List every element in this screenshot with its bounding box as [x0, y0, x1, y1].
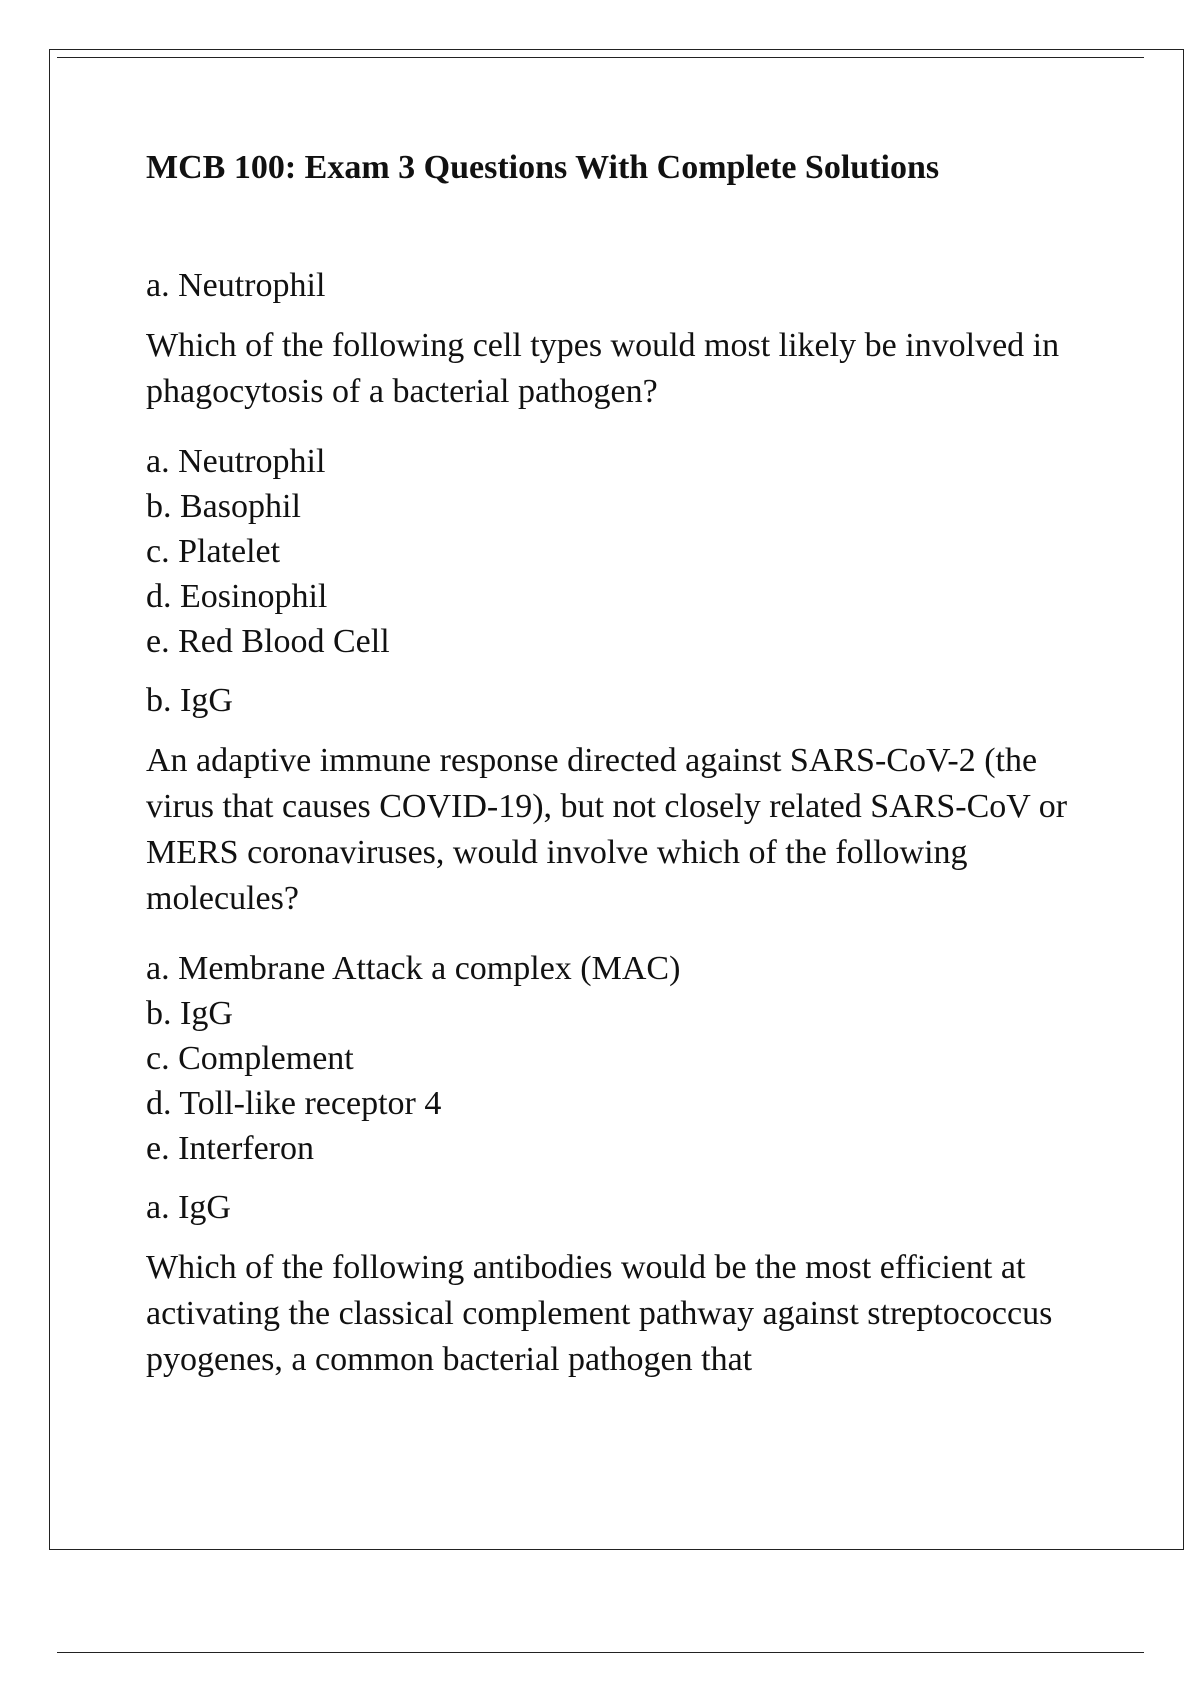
question-text: An adaptive immune response directed against SARS-CoV-2 (the virus that causes COVID-19), but not closely related SARS-CoV or MERS coronaviruses, would involve which of the following molecules? [146, 742, 1068, 917]
document-body [146, 145, 1106, 1407]
option-item: a. Neutrophil [146, 443, 326, 480]
option-item: c. Platelet [146, 533, 281, 570]
option-item: d. Eosinophil [146, 578, 328, 615]
answer-text: a. IgG [146, 1189, 231, 1226]
question-block-1 [146, 263, 1106, 664]
answer-text: b. IgG [146, 682, 233, 719]
header-rule [57, 57, 1144, 58]
option-item: c. Complement [146, 1040, 354, 1077]
footer-rule [57, 1652, 1144, 1653]
option-item: e. Interferon [146, 1130, 315, 1167]
answer-text: a. Neutrophil [146, 267, 326, 304]
question-block-2 [146, 678, 1106, 1171]
option-item: e. Red Blood Cell [146, 623, 390, 660]
question-text: Which of the following antibodies would be the most efficient at activating the classical complement pathway against streptococcus pyogenes, a common bacterial pathogen that [146, 1249, 1053, 1378]
document-title: MCB 100: Exam 3 Questions With Complete Solutions [146, 149, 940, 186]
option-item: d. Toll-like receptor 4 [146, 1085, 442, 1122]
option-item: b. Basophil [146, 488, 301, 525]
question-text: Which of the following cell types would most likely be involved in phagocytosis of a bacterial pathogen? [146, 327, 1060, 410]
option-item: b. IgG [146, 995, 233, 1032]
option-item: a. Membrane Attack a complex (MAC) [146, 950, 681, 987]
options-list [146, 439, 1106, 664]
question-block-3 [146, 1185, 1106, 1383]
options-list [146, 946, 1106, 1171]
